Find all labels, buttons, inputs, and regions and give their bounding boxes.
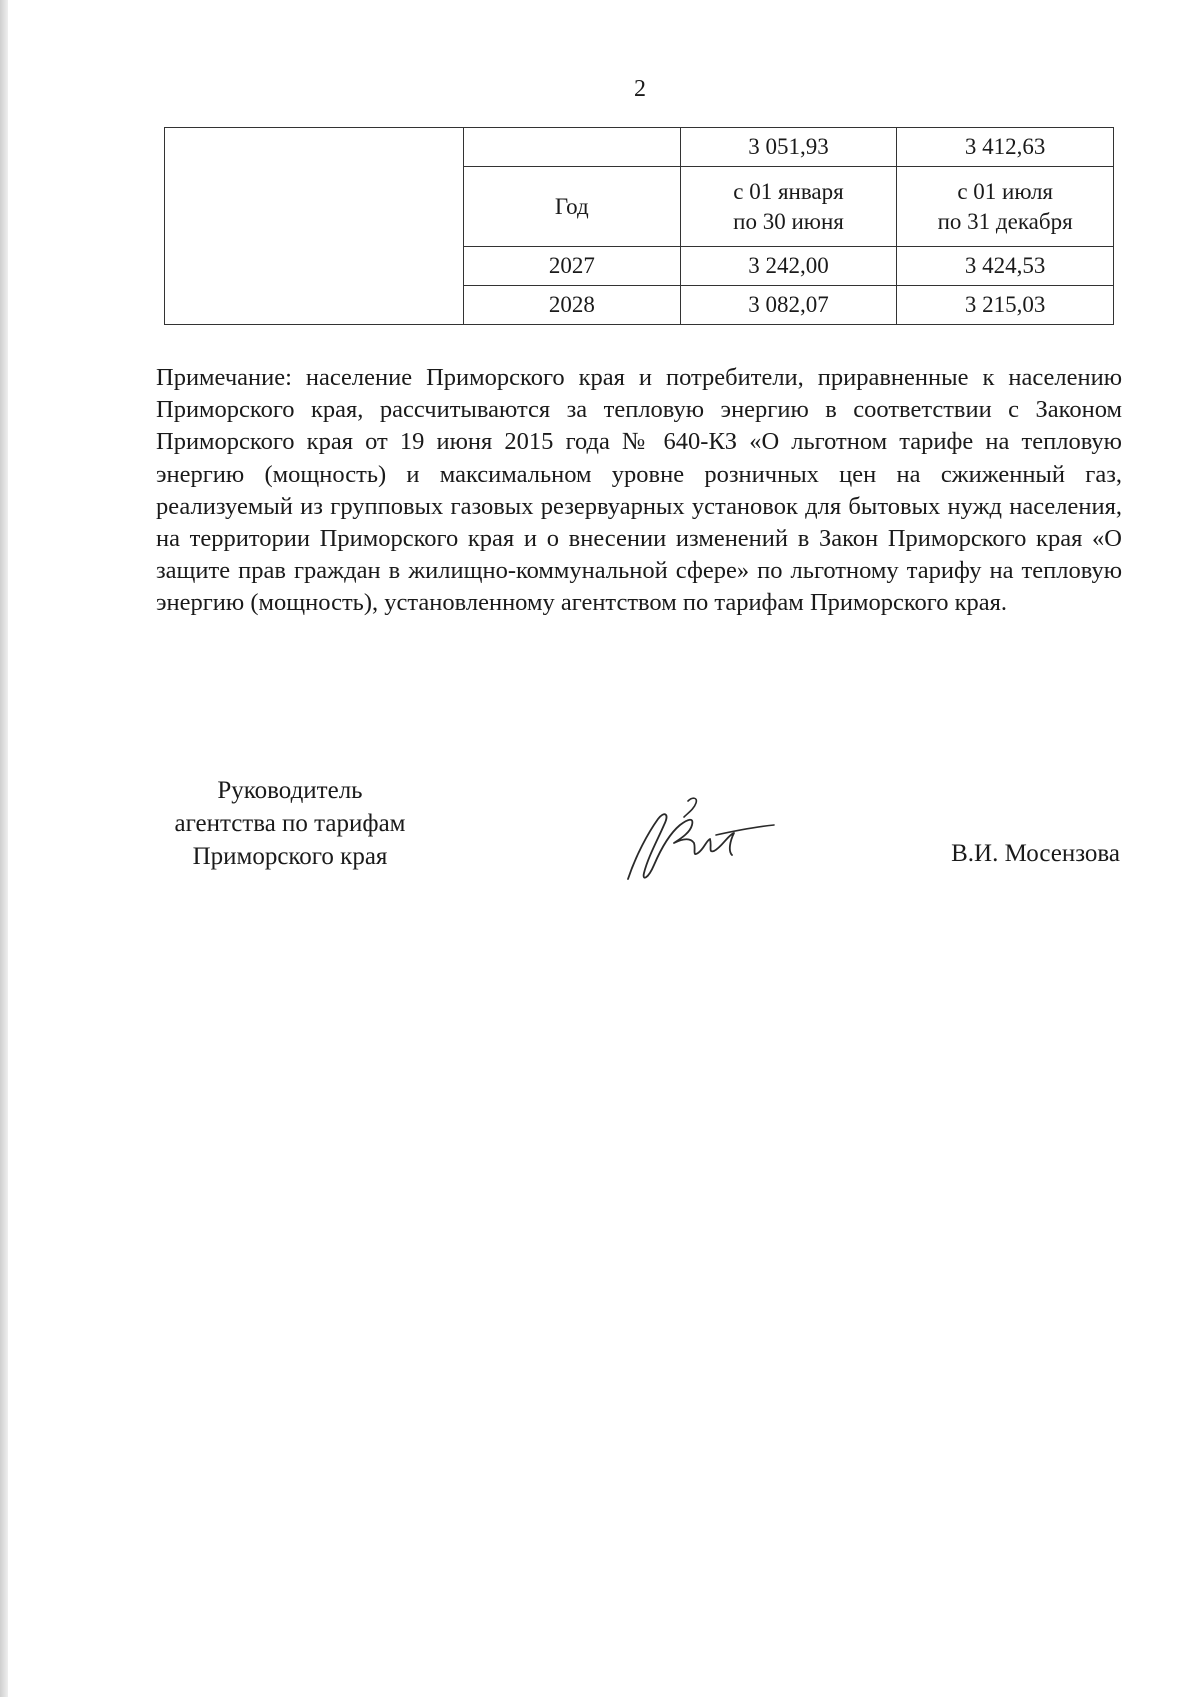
signer-name: В.И. Мосензова — [951, 840, 1120, 867]
signer-position — [140, 774, 440, 873]
note-paragraph: Примечание: население Приморского края и потребители, приравненные к населению Приморского края, рассчитываются за тепловую энергию в соответствии с Законом Приморского края от 19 июня 2015 года № 640-КЗ «О льготном тарифе на тепловую энергию (мощность) и максимальном уровне розничных цен на сжиженный газ, реализуемый из групповых газовых резервуарных установок для бытовых нужд населения, на территории Приморского края и о внесении изменений в Закон Приморского края «О защите прав граждан в жилищно-коммунальной сфере» по льготному тарифу на тепловую энергию (мощность), установленному агентством по тарифам Приморского края. — [156, 364, 1122, 617]
scan-edge-strip — [0, 0, 8, 1697]
table-cell-year: 2028 — [464, 286, 681, 325]
table-cell: 3 242,00 — [680, 247, 897, 286]
table-cell: 3 424,53 — [897, 247, 1114, 286]
signer-position-line: агентства по тарифам — [174, 810, 406, 837]
tariff-table — [164, 127, 1114, 325]
table-cell — [464, 128, 681, 167]
period-2-line-1: с 01 июля — [957, 178, 1053, 204]
signer-position-line: Руководитель — [217, 777, 363, 804]
period-2-line-2: по 31 декабря — [937, 208, 1073, 234]
table-blank-cell — [165, 128, 464, 325]
page-number: 2 — [634, 76, 646, 102]
table-cell: 3 051,93 — [680, 128, 897, 167]
period-1-line-1: с 01 января — [733, 178, 844, 204]
table-header-period-2 — [897, 167, 1114, 247]
table-cell: 3 082,07 — [680, 286, 897, 325]
period-1-line-2: по 30 июня — [733, 208, 844, 234]
table-cell: 3 412,63 — [897, 128, 1114, 167]
handwritten-signature — [618, 795, 778, 885]
signer-position-line: Приморского края — [192, 843, 388, 870]
table-header-period-1 — [680, 167, 897, 247]
table-cell-year: 2027 — [464, 247, 681, 286]
table-header-year: Год — [464, 167, 681, 247]
table-row — [165, 128, 1114, 167]
table-cell: 3 215,03 — [897, 286, 1114, 325]
